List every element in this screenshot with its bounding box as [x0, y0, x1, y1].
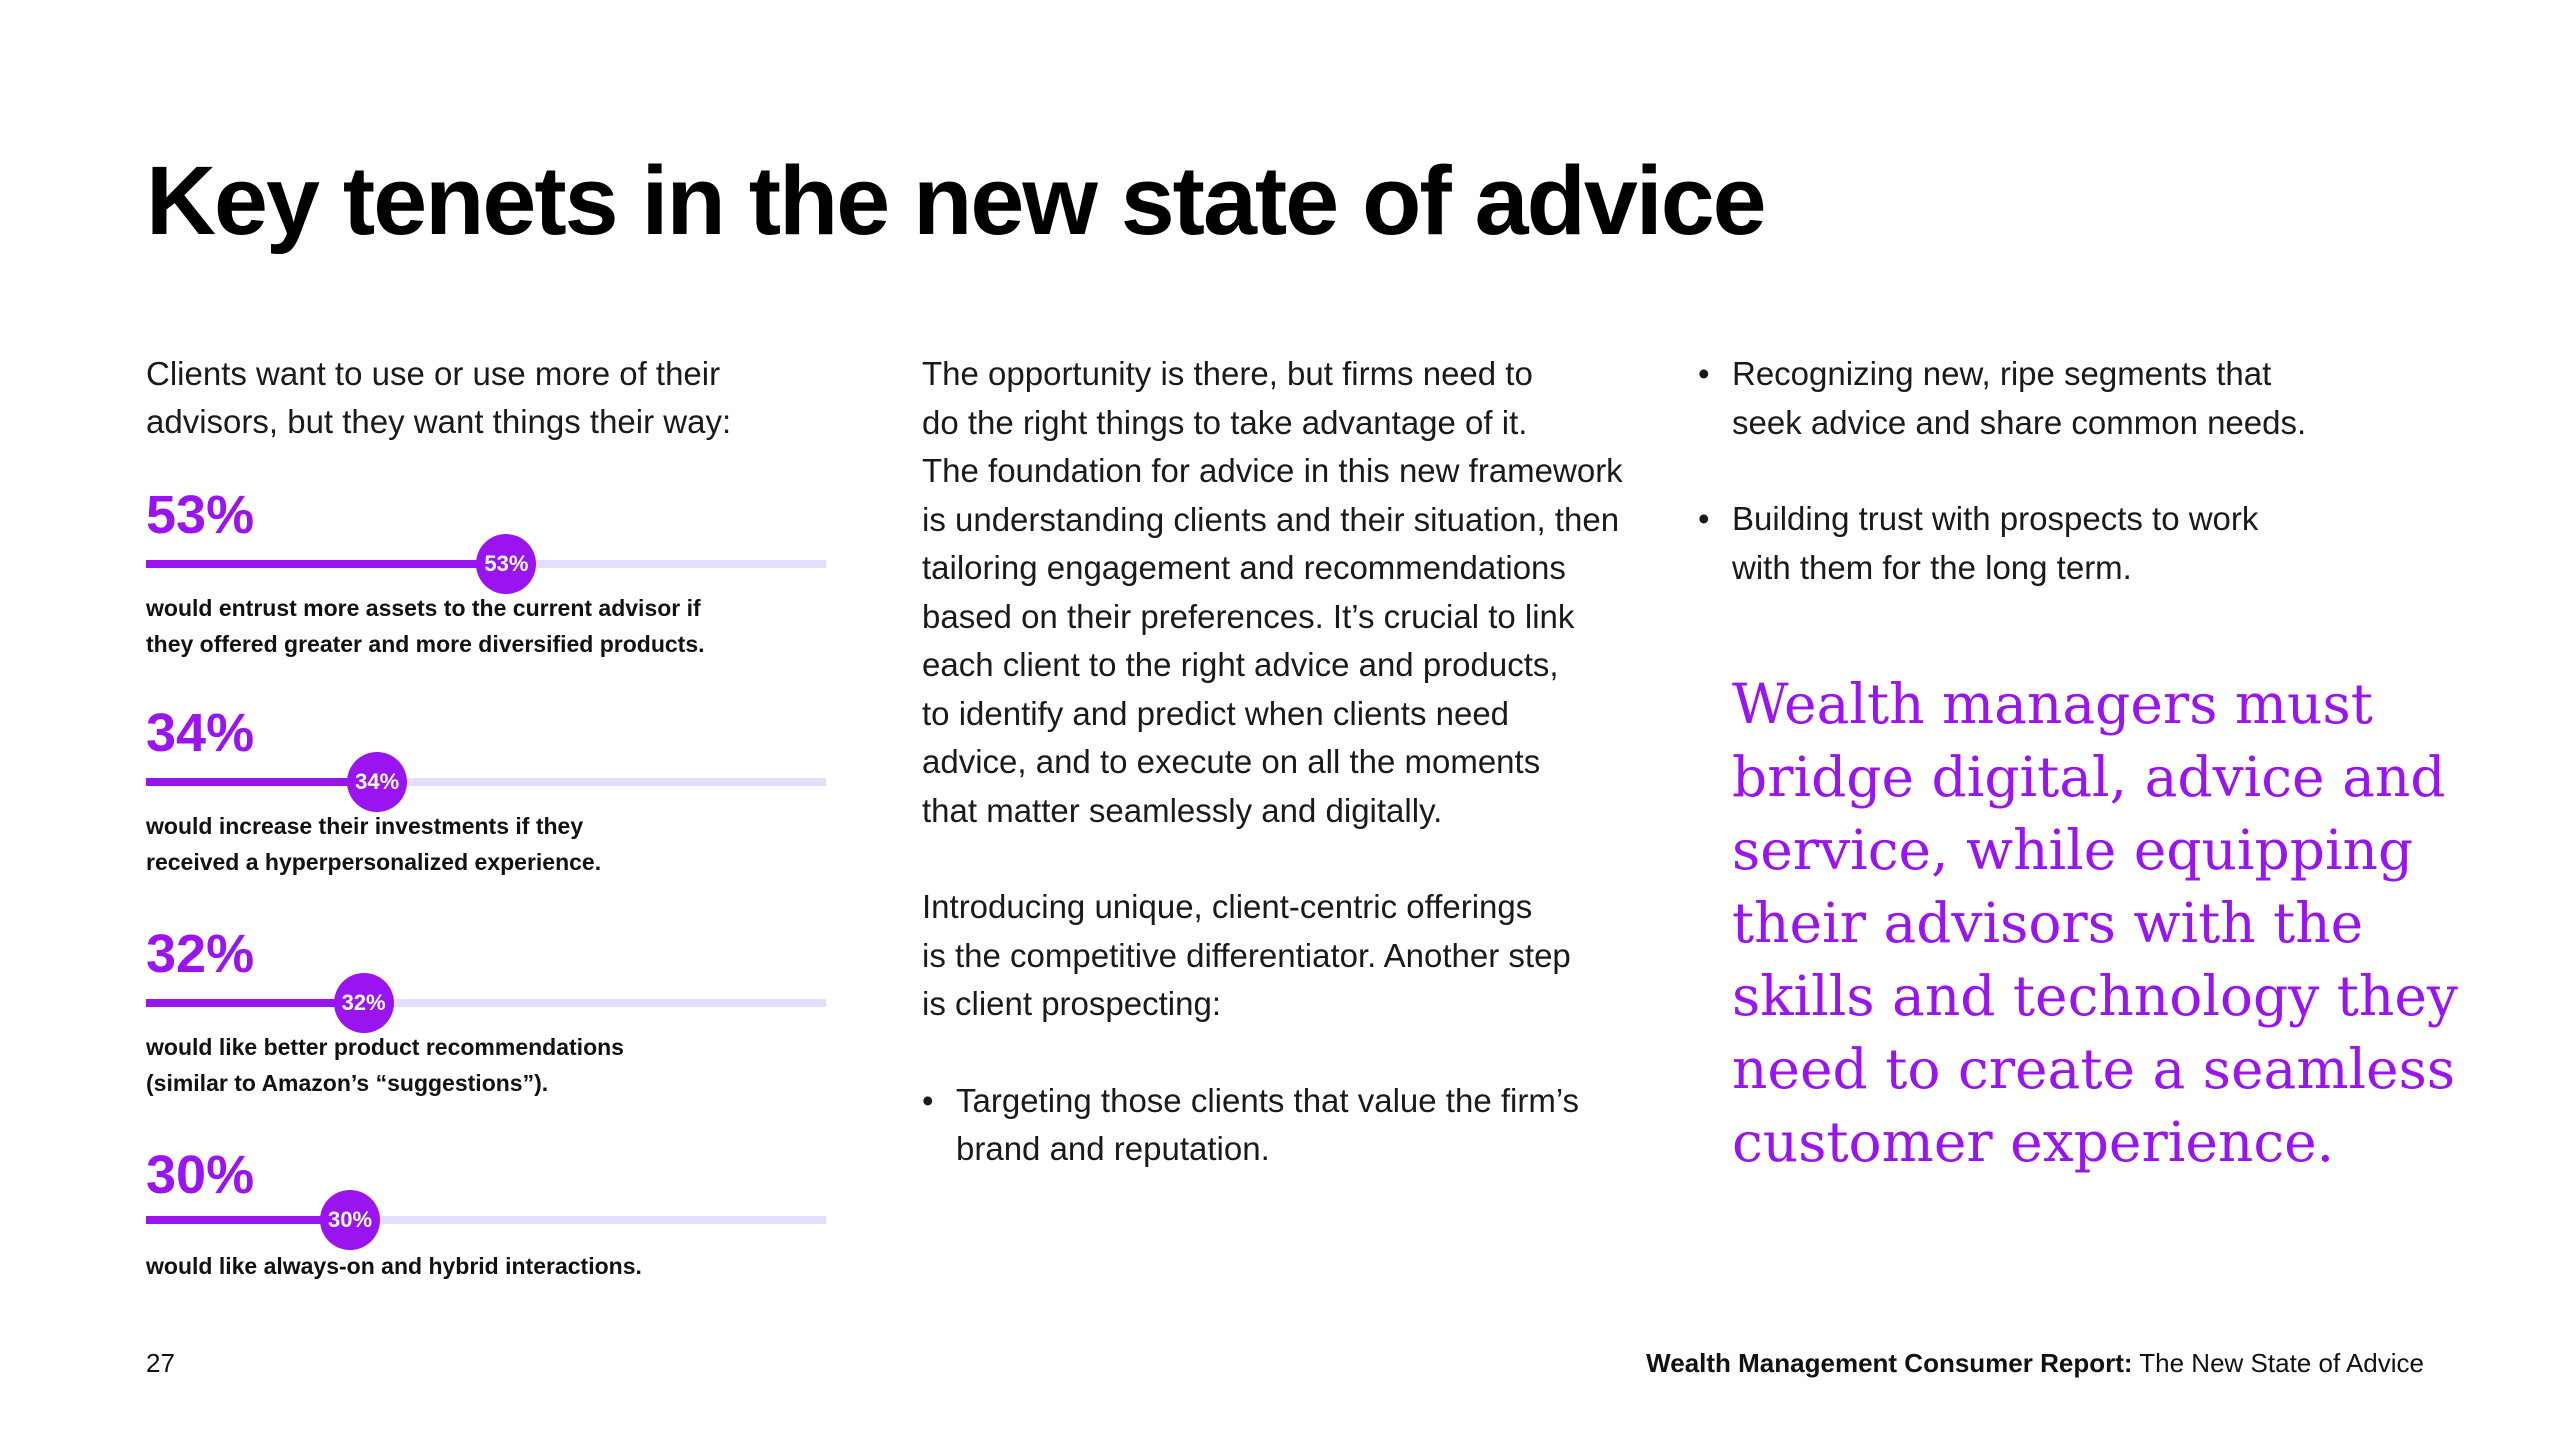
bullet-item	[922, 1077, 1662, 1174]
stat-description-line: would increase their investments if they	[146, 813, 584, 839]
text-line: is understanding clients and their situation, then	[922, 500, 1620, 538]
text-line: The opportunity is there, but firms need to	[922, 355, 1533, 392]
progress-fill	[146, 778, 377, 786]
paragraph	[922, 350, 1662, 835]
page-title: Key tenets in the new state of advice	[146, 146, 1765, 255]
quote-line: service, while equipping	[1732, 818, 2414, 882]
stat-block	[146, 703, 836, 896]
progress-knob-label: 30%	[320, 1190, 380, 1250]
text-line: • Building trust with prospects to work	[1732, 500, 2259, 537]
text-line: Introducing unique, client-centric offerings	[922, 888, 1533, 925]
text-line: to identify and predict when clients need	[922, 694, 1510, 732]
text-line: that matter seamlessly and digitally.	[922, 791, 1443, 829]
text-line: brand and reputation.	[956, 1130, 1270, 1167]
stat-description	[146, 590, 836, 662]
stat-description-line: (similar to Amazon’s “suggestions”).	[146, 1070, 549, 1096]
stat-description	[146, 808, 836, 880]
quote-line: customer experience.	[1732, 1110, 2335, 1174]
pull-quote	[1732, 668, 2492, 1179]
progress-track	[146, 769, 826, 794]
stat-description-line: would like always-on and hybrid interactions.	[146, 1253, 642, 1279]
stat-description	[146, 1248, 836, 1284]
bullet-item	[1698, 495, 2458, 592]
text-line: is the competitive differentiator. Another step	[922, 936, 1571, 974]
stat-percentage: 34%	[146, 703, 255, 763]
body-column-middle	[922, 350, 1662, 1174]
stat-block	[146, 1145, 836, 1298]
text-line: seek advice and share common needs.	[1732, 403, 2307, 441]
progress-knob-label: 53%	[476, 534, 536, 594]
stat-description-line: received a hyperpersonalized experience.	[146, 849, 602, 875]
progress-track	[146, 551, 826, 576]
text-line: tailoring engagement and recommendations	[922, 549, 1566, 586]
quote-line: bridge digital, advice and	[1732, 745, 2446, 809]
progress-fill	[146, 999, 364, 1007]
intro-text: Clients want to use or use more of their advisors, but they want things their way:	[146, 355, 732, 440]
bullet-item	[1698, 350, 2458, 447]
stat-description-line: they offered greater and more diversified products.	[146, 631, 705, 657]
stat-percentage: 30%	[146, 1145, 255, 1205]
progress-fill	[146, 560, 506, 568]
progress-knob-label: 34%	[347, 752, 407, 812]
text-line: • Targeting those clients that value the firm’s	[956, 1081, 1580, 1119]
text-line: based on their preferences. It’s crucial to link	[922, 597, 1575, 635]
stat-percentage: 32%	[146, 924, 255, 984]
quote-line: skills and technology they	[1732, 964, 2458, 1028]
stat-block	[146, 485, 836, 678]
progress-knob-label: 32%	[334, 973, 394, 1033]
text-line: advice, and to execute on all the moments	[922, 743, 1541, 780]
progress-track	[146, 990, 826, 1015]
text-line: each client to the right advice and products,	[922, 646, 1559, 683]
quote-line: their advisors with the	[1732, 891, 2364, 955]
paragraph	[922, 883, 1662, 1029]
stat-block	[146, 924, 836, 1117]
text-line: The foundation for advice in this new framework	[922, 452, 1623, 489]
stat-description	[146, 1029, 836, 1101]
quote-line: Wealth managers must	[1732, 672, 2373, 736]
report-footer	[1646, 1348, 2424, 1379]
text-line: with them for the long term.	[1732, 548, 2132, 586]
stat-description-line: would entrust more assets to the current advisor if	[146, 595, 701, 621]
stat-description-line: would like better product recommendations	[146, 1034, 624, 1060]
stat-percentage: 53%	[146, 485, 255, 545]
body-column-right	[1698, 350, 2458, 592]
text-line: do the right things to take advantage of it.	[922, 403, 1528, 441]
report-title-rest: The New State of Advice	[2132, 1348, 2424, 1378]
text-line: • Recognizing new, ripe segments that	[1732, 355, 2272, 392]
text-line: is client prospecting:	[922, 985, 1221, 1022]
quote-line: need to create a seamless	[1732, 1037, 2456, 1101]
report-title-bold: Wealth Management Consumer Report:	[1646, 1348, 2133, 1378]
page-number: 27	[146, 1348, 175, 1378]
progress-track	[146, 1207, 826, 1232]
